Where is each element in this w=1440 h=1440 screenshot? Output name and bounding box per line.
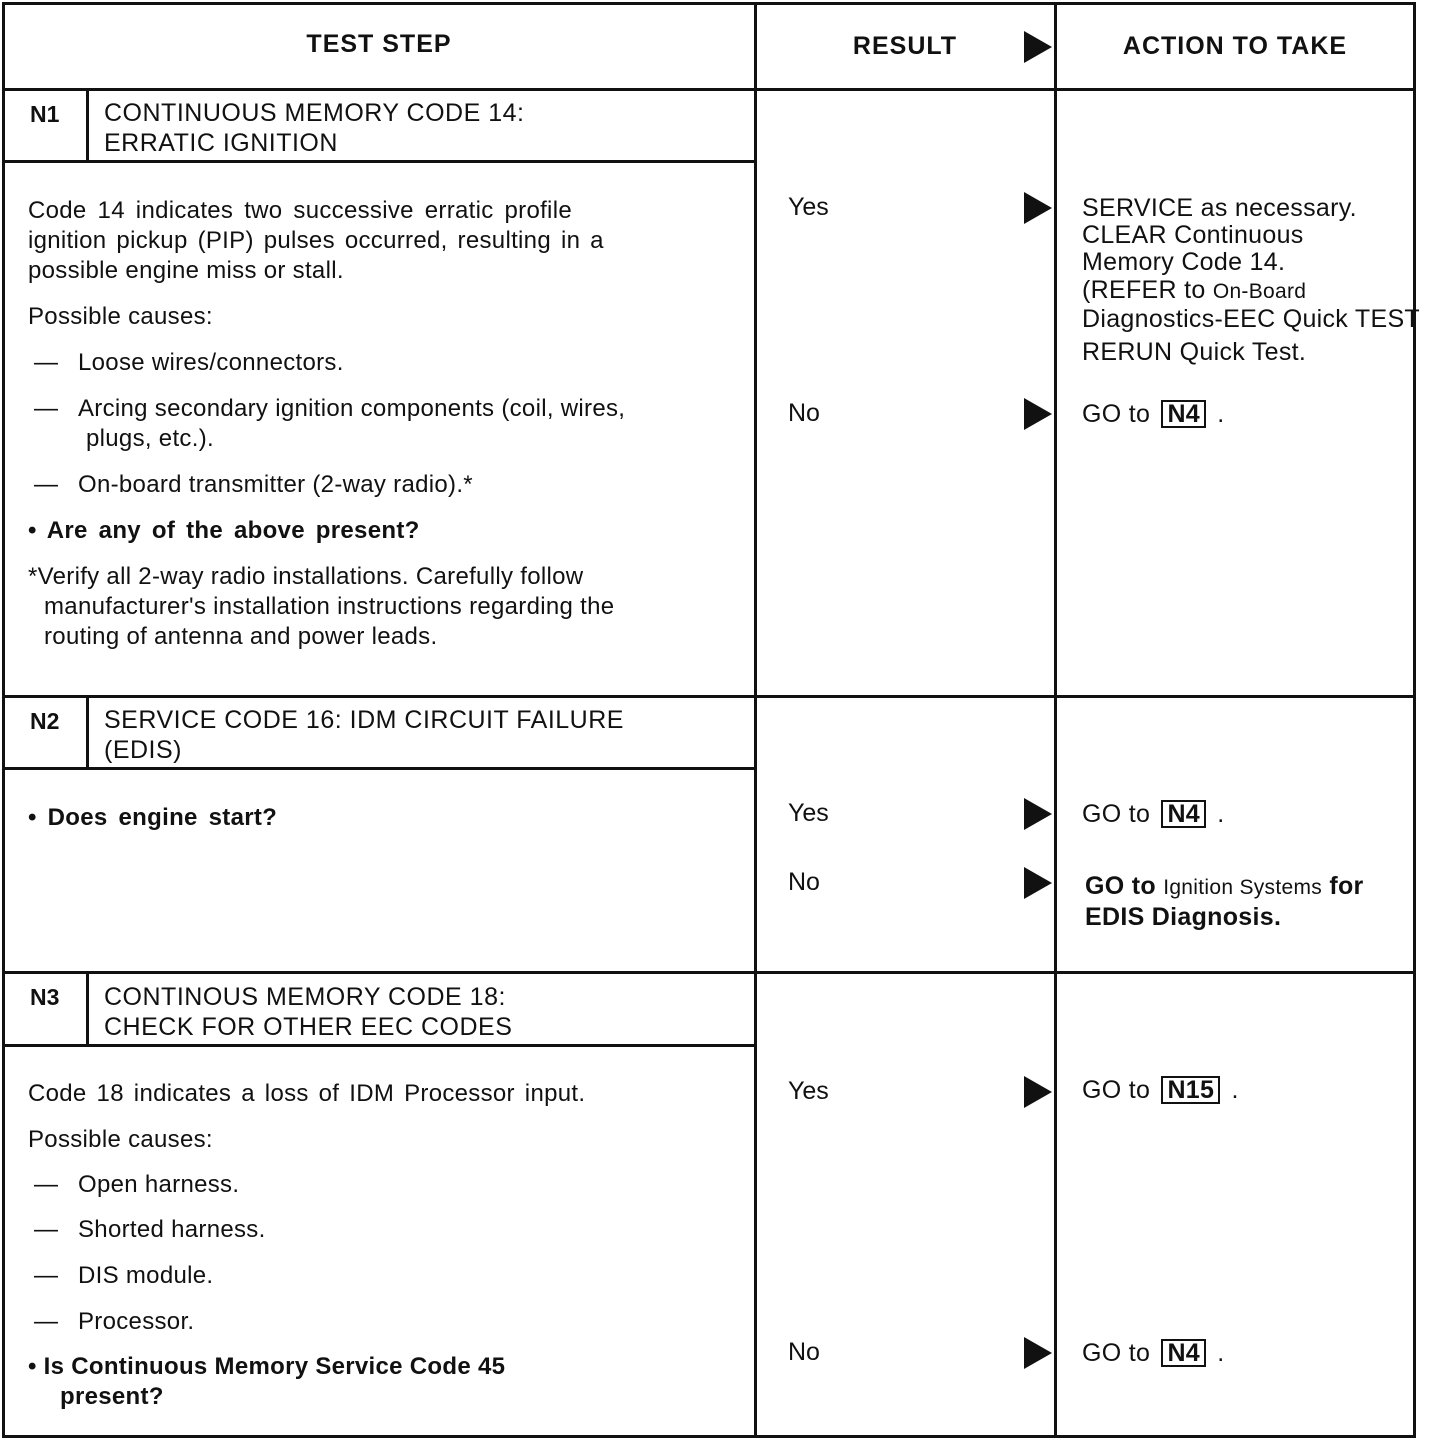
n3-yes-step-ref[interactable]: N15: [1161, 1076, 1220, 1104]
n1-note-line3: routing of antenna and power leads.: [44, 623, 438, 650]
n2-no-ref: Ignition Systems: [1163, 876, 1323, 899]
n1-desc-line2: ignition pickup (PIP) pulses occurred, resulting in a: [28, 227, 604, 254]
n3-question-line1: • Is Continuous Memory Service Code 45: [28, 1353, 506, 1380]
n2-question: • Does engine start?: [28, 804, 278, 831]
n3-title-divider: [2, 1044, 756, 1047]
bullet-icon: •: [28, 517, 47, 544]
n1-cause3: — On-board transmitter (2-way radio).*: [34, 471, 473, 498]
table-border-left: [2, 2, 5, 1438]
n3-result-yes: Yes: [788, 1077, 829, 1105]
n3-yes-action: GO to N15 .: [1082, 1076, 1239, 1104]
table-border-bottom: [2, 1435, 1416, 1438]
n2-id-divider: [86, 697, 89, 769]
n1-title-divider: [2, 160, 756, 163]
n2-yes-step-ref[interactable]: N4: [1161, 800, 1206, 828]
column-divider-result: [754, 2, 757, 1438]
n1-title-line1: CONTINUOUS MEMORY CODE 14:: [104, 99, 525, 127]
n2-result-yes: Yes: [788, 799, 829, 827]
header-test-step: TEST STEP: [306, 30, 452, 58]
n2-no-action-line2: EDIS Diagnosis.: [1085, 903, 1282, 931]
table-border-right: [1413, 2, 1416, 1438]
n1-cause2-line1: — Arcing secondary ignition components (coil, wires,: [34, 395, 626, 422]
n1-result-yes: Yes: [788, 193, 829, 221]
n1-title-line2: ERRATIC IGNITION: [104, 129, 338, 157]
n3-cause2: — Shorted harness.: [34, 1216, 266, 1243]
n3-desc: Code 18 indicates a loss of IDM Processor input.: [28, 1080, 586, 1107]
n1-note-line2: manufacturer's installation instructions regarding the: [44, 593, 615, 620]
bullet-icon: •: [28, 1353, 44, 1380]
n1-yes-action-line2: CLEAR Continuous: [1082, 221, 1304, 249]
n3-id-divider: [86, 973, 89, 1046]
header-arrow-icon: [1024, 31, 1052, 63]
n2-no-arrow-icon: [1024, 867, 1052, 899]
header-divider: [2, 88, 1416, 91]
n1-yes-action-line5: Diagnostics-EEC Quick TEST: [1082, 305, 1420, 333]
n2-yes-arrow-icon: [1024, 798, 1052, 830]
n1-yes-action-line6: RERUN Quick Test.: [1082, 338, 1307, 366]
n1-cause1: — Loose wires/connectors.: [34, 349, 344, 376]
n1-cause2-line2: plugs, etc.).: [86, 425, 214, 452]
n2-result-no: No: [788, 868, 820, 896]
n3-step-id: N3: [30, 984, 60, 1010]
n1-no-step-ref[interactable]: N4: [1161, 400, 1206, 428]
n1-yes-arrow-icon: [1024, 192, 1052, 224]
n2-title-line1: SERVICE CODE 16: IDM CIRCUIT FAILURE: [104, 706, 624, 734]
n1-step-id: N1: [30, 101, 60, 127]
n1-result-no: No: [788, 399, 820, 427]
n3-yes-arrow-icon: [1024, 1076, 1052, 1108]
n2-title-divider: [2, 767, 756, 770]
n1-yes-action-line1: SERVICE as necessary.: [1082, 194, 1357, 222]
n1-desc-line3: possible engine miss or stall.: [28, 257, 344, 284]
n1-question: • Are any of the above present?: [28, 517, 420, 544]
n2-step-id: N2: [30, 708, 60, 734]
column-divider-action: [1054, 2, 1057, 1438]
n1-note-line1: *Verify all 2-way radio installations. Carefully follow: [28, 563, 584, 590]
n1-yes-action-line4: (REFER to On-Board: [1082, 276, 1307, 304]
n2-no-action-line1: GO to Ignition Systems for: [1085, 872, 1364, 900]
n3-no-action: GO to N4 .: [1082, 1339, 1225, 1367]
n2-n3-divider: [2, 971, 1416, 974]
header-result: RESULT: [852, 32, 958, 60]
n1-id-divider: [86, 90, 89, 162]
n3-cause1: — Open harness.: [34, 1171, 240, 1198]
n1-desc-line1: Code 14 indicates two successive erratic profile: [28, 197, 572, 224]
n3-cause4: — Processor.: [34, 1308, 195, 1335]
n1-causes-label: Possible causes:: [28, 303, 213, 330]
n3-no-arrow-icon: [1024, 1337, 1052, 1369]
n3-result-no: No: [788, 1338, 820, 1366]
n2-yes-action: GO to N4 .: [1082, 800, 1225, 828]
n3-cause3: — DIS module.: [34, 1262, 214, 1289]
n1-no-action: GO to N4 .: [1082, 400, 1225, 428]
n3-causes-label: Possible causes:: [28, 1126, 213, 1153]
n3-question-line2: present?: [60, 1383, 164, 1410]
n3-title-line1: CONTINOUS MEMORY CODE 18:: [104, 983, 506, 1011]
n3-title-line2: CHECK FOR OTHER EEC CODES: [104, 1013, 513, 1041]
n3-no-step-ref[interactable]: N4: [1161, 1339, 1206, 1367]
n2-title-line2: (EDIS): [104, 736, 182, 764]
n1-n2-divider: [2, 695, 1416, 698]
header-action: ACTION TO TAKE: [1122, 32, 1348, 60]
table-border-top: [2, 2, 1416, 5]
n1-no-arrow-icon: [1024, 398, 1052, 430]
n1-yes-action-line3: Memory Code 14.: [1082, 248, 1286, 276]
bullet-icon: •: [28, 804, 48, 831]
